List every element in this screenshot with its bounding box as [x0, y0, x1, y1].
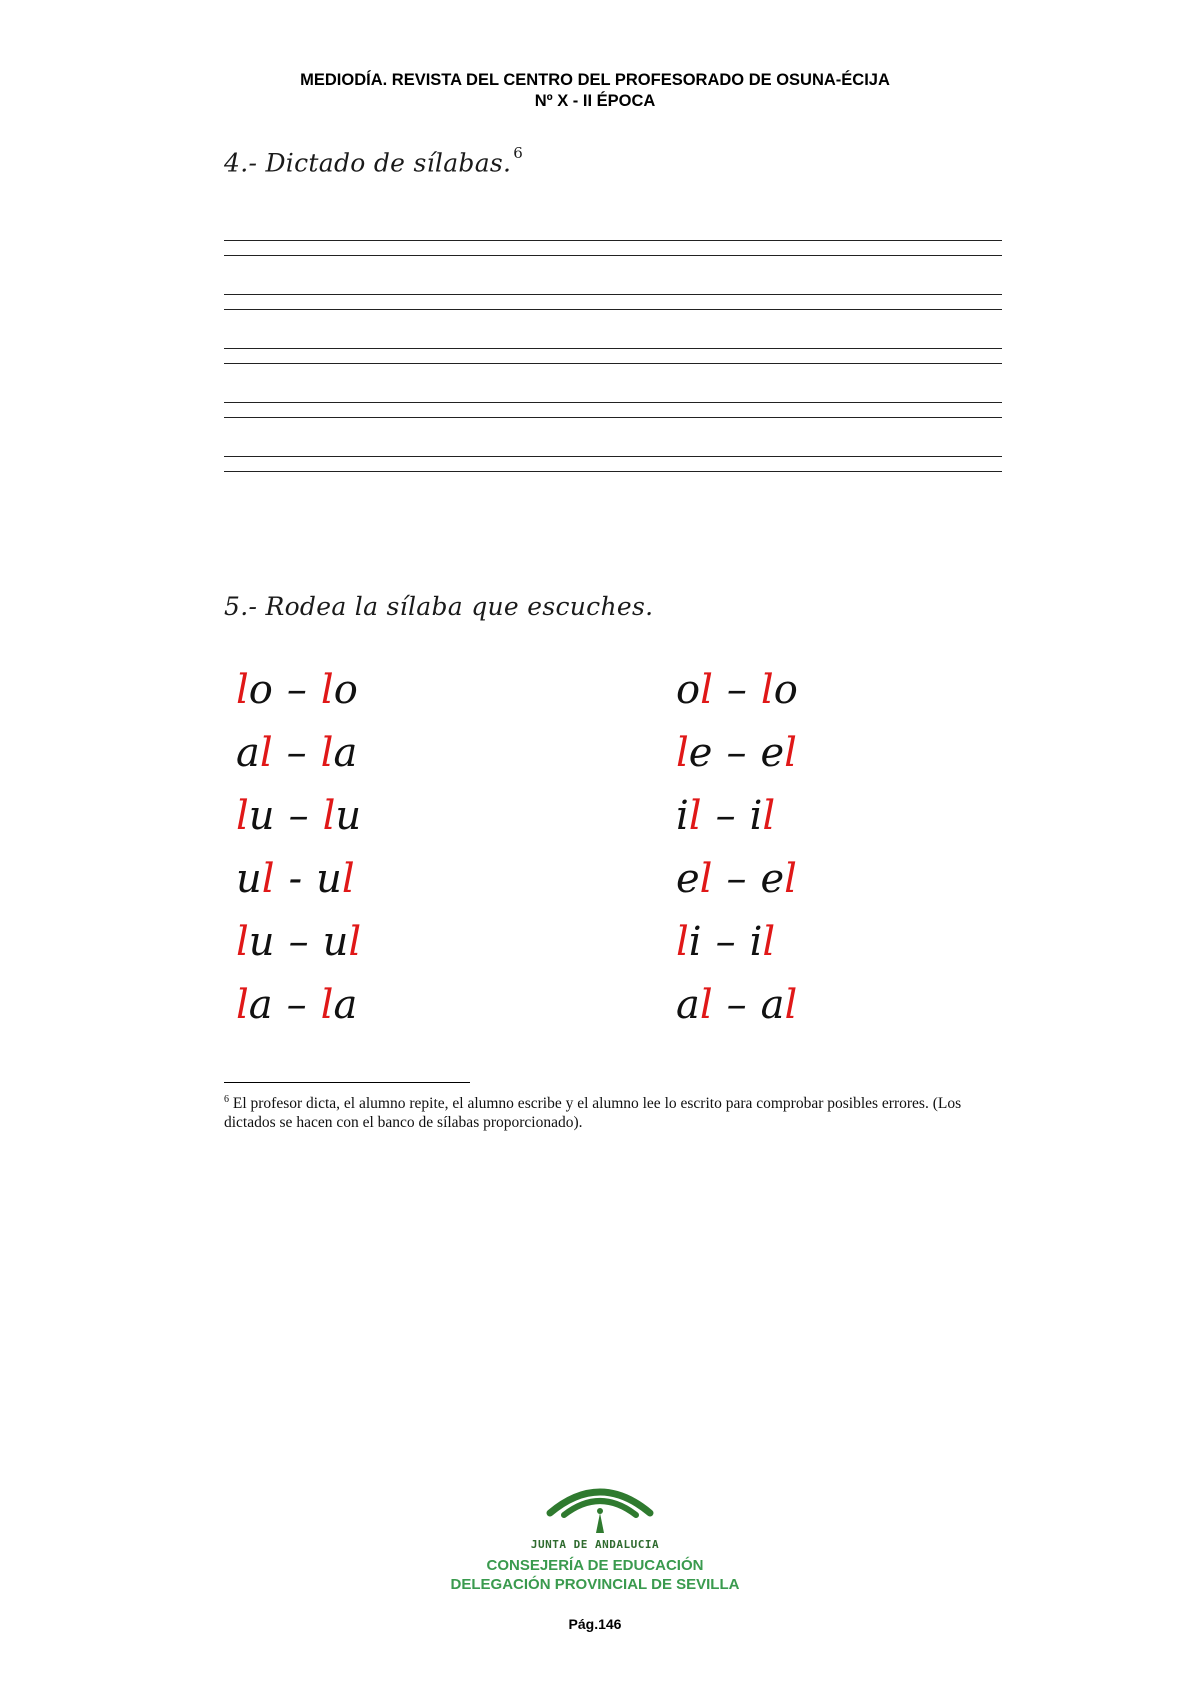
syllable-pair-right-5[interactable]: [676, 914, 798, 977]
footnote: [224, 1090, 984, 1132]
syllable-pair-left-2[interactable]: [236, 725, 361, 788]
syllable-separator: –: [715, 919, 736, 965]
header-title: MEDIODÍA. REVISTA DEL CENTRO DEL PROFESORADO DE OSUNA-ÉCIJA: [300, 71, 890, 89]
logo-text: JUNTA DE ANDALUCIA: [530, 1538, 660, 1551]
page-number: Pág.146: [568, 1616, 622, 1632]
syllable-letter: l: [762, 793, 776, 839]
syllable-letter: l: [320, 730, 334, 776]
syllable-column-right: [676, 662, 798, 1040]
syllable-letter: a: [333, 730, 358, 776]
syllable-pair-left-3[interactable]: [236, 788, 361, 851]
syllable-pair-left-5[interactable]: [236, 914, 361, 977]
footer-line-1: CONSEJERÍA DE EDUCACIÓN: [486, 1557, 704, 1574]
section-4-title-text: 4.- Dictado de sílabas.: [224, 148, 512, 178]
syllable-letter: u: [236, 856, 262, 902]
syllable-letter: i: [688, 919, 702, 965]
writing-line-5[interactable]: [224, 456, 1002, 472]
page-header: [0, 70, 1190, 112]
syllable-letter: l: [700, 667, 713, 713]
syllable-letter: e: [760, 856, 785, 902]
syllable-letter: e: [676, 856, 700, 902]
syllable-letter: a: [760, 982, 785, 1028]
syllable-letter: l: [320, 667, 334, 713]
syllable-column-left: [236, 662, 361, 1040]
syllable-letter: o: [676, 667, 701, 713]
writing-line-2[interactable]: [224, 294, 1002, 310]
syllable-letter: l: [348, 919, 362, 965]
syllable-letter: u: [248, 919, 275, 965]
syllable-letter: l: [699, 856, 713, 902]
syllable-pair-right-2[interactable]: [676, 725, 798, 788]
syllable-letter: l: [322, 793, 336, 839]
syllable-letter: l: [784, 730, 797, 776]
writing-line-1[interactable]: [224, 240, 1002, 256]
syllable-separator: –: [726, 730, 747, 776]
syllable-separator: –: [286, 982, 307, 1028]
syllable-letter: a: [676, 982, 700, 1028]
syllable-separator: –: [715, 793, 736, 839]
footnote-number: 6: [224, 1094, 229, 1105]
syllable-letter: o: [333, 667, 358, 713]
syllable-letter: u: [316, 856, 342, 902]
syllable-letter: l: [784, 856, 797, 902]
syllable-letter: u: [322, 919, 349, 965]
syllable-letter: l: [236, 982, 249, 1028]
footnote-ref: 6: [513, 144, 524, 162]
syllable-letter: i: [749, 793, 763, 839]
syllable-letter: l: [676, 730, 689, 776]
syllable-separator: -: [288, 856, 303, 902]
syllable-letter: o: [248, 667, 273, 713]
syllable-letter: a: [236, 730, 260, 776]
syllable-pair-left-6[interactable]: [236, 977, 361, 1040]
syllable-separator: –: [286, 730, 307, 776]
footer-line-2: DELEGACIÓN PROVINCIAL DE SEVILLA: [450, 1576, 740, 1593]
syllable-letter: l: [261, 856, 275, 902]
syllable-separator: –: [726, 856, 747, 902]
syllable-letter: l: [676, 919, 689, 965]
syllable-letter: l: [760, 667, 774, 713]
syllable-letter: l: [341, 856, 355, 902]
section-5-title: [224, 592, 653, 621]
syllable-pair-left-4[interactable]: [236, 851, 361, 914]
syllable-letter: l: [784, 982, 798, 1028]
syllable-pair-left-1[interactable]: [236, 662, 361, 725]
syllable-pair-right-4[interactable]: [676, 851, 798, 914]
header-issue: Nº X - II ÉPOCA: [534, 92, 656, 110]
section-4-title: [224, 144, 524, 178]
syllable-letter: l: [699, 982, 713, 1028]
syllable-letter: e: [760, 730, 785, 776]
syllable-letter: l: [320, 982, 334, 1028]
dictation-writing-lines: [224, 240, 1002, 510]
syllable-separator: –: [726, 982, 747, 1028]
syllable-separator: –: [288, 793, 309, 839]
syllable-letter: l: [259, 730, 273, 776]
syllable-pair-right-1[interactable]: [676, 662, 798, 725]
syllable-letter: e: [688, 730, 713, 776]
syllable-separator: –: [286, 667, 307, 713]
section-5-title-text: 5.- Rodea la sílaba que escuches.: [224, 592, 654, 621]
writing-line-4[interactable]: [224, 402, 1002, 418]
footnote-divider: [224, 1082, 470, 1083]
syllable-letter: l: [236, 793, 249, 839]
syllable-separator: –: [726, 667, 747, 713]
syllable-letter: o: [773, 667, 798, 713]
syllable-separator: –: [288, 919, 309, 965]
footer-institution: [0, 1556, 1190, 1594]
syllable-letter: u: [248, 793, 275, 839]
syllable-pair-right-3[interactable]: [676, 788, 798, 851]
syllable-pair-right-6[interactable]: [676, 977, 798, 1040]
syllable-letter: a: [333, 982, 358, 1028]
syllable-letter: l: [762, 919, 776, 965]
syllable-letter: i: [676, 793, 689, 839]
syllable-letter: i: [749, 919, 763, 965]
syllable-letter: u: [335, 793, 362, 839]
footnote-text: El profesor dicta, el alumno repite, el alumno escribe y el alumno lee lo escrito para comprobar posibles errores. (Los dictados se hacen con el banco de sílabas proporcionado).: [224, 1095, 962, 1132]
syllable-letter: l: [236, 919, 249, 965]
writing-line-3[interactable]: [224, 348, 1002, 364]
syllable-letter: a: [248, 982, 273, 1028]
syllable-letter: l: [688, 793, 702, 839]
junta-de-andalucia-logo-icon: [540, 1475, 660, 1545]
syllable-letter: l: [236, 667, 249, 713]
